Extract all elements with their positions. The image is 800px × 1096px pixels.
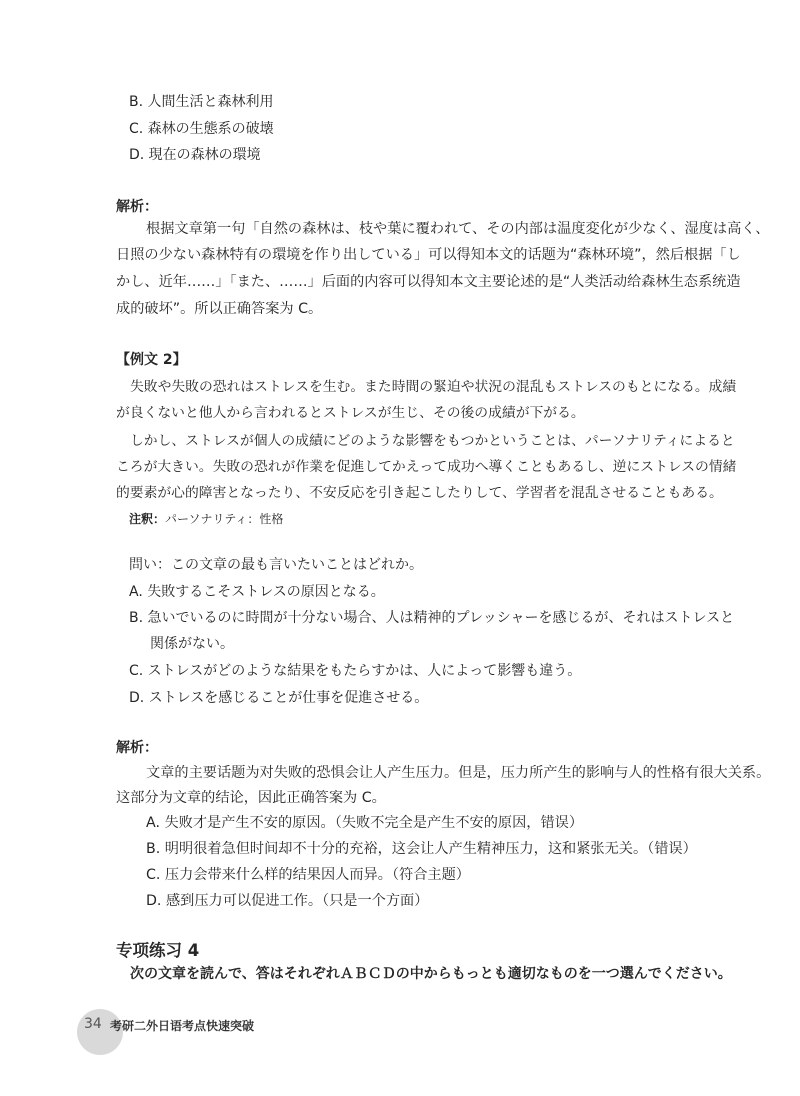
option-d: D. 現在の森林の環境 xyxy=(129,147,261,163)
explanation-c: C. 压力会带来什么样的结果因人而异。（符合主题） xyxy=(146,867,470,883)
analysis-label: 解析： xyxy=(116,199,158,215)
explanation-a: A. 失败才是产生不安的原因。（失败不完全是产生不安的原因，错误） xyxy=(146,815,584,831)
option-a: A. 失敗するこそストレスの原因となる。 xyxy=(129,584,385,600)
passage-line: ころが大きい。失敗の恐れが作業を促進してかえって成功へ導くこともあるし、逆にストレスの情緒 xyxy=(116,459,737,475)
passage-line: が良くないと他人から言われるとストレスが生じ、その後の成績が下がる。 xyxy=(116,405,585,421)
analysis-line: 这部分为文章的结论，因此正确答案为 C。 xyxy=(116,790,386,806)
analysis-line: かし、近年……」「また、……」后面的内容可以得知本文主要论述的是“人类活动给森林生态系统造 xyxy=(116,274,741,290)
practice-title: 专项练习 4 xyxy=(116,941,200,960)
example-title: 【例文 2】 xyxy=(116,352,187,368)
analysis-line: 根据文章第一句「自然の森林は、枝や葉に覆われて、その内部は温度変化が少なく、湿度は高く、 xyxy=(146,221,770,237)
analysis-label: 解析： xyxy=(116,740,158,756)
option-b: B. 急いでいるのに時間が十分ない場合、人は精神的プレッシャーを感じるが、それはストレスと xyxy=(129,610,735,626)
question: 問い：この文章の最も言いたいことはどれか。 xyxy=(129,557,423,573)
page-number: 34 xyxy=(84,1016,102,1032)
passage-line: 的要素が心的障害となったり、不安反応を引き起こしたりして、学習者を混乱させることもある。 xyxy=(116,485,723,501)
practice-instruction: 次の文章を読んで、答はそれぞれＡＢＣＤの中からもっとも適切なものを一つ選んでください。 xyxy=(130,966,732,982)
annotation-label: 注釈： xyxy=(129,512,166,526)
analysis-line: 日照の少ない森林特有の環境を作り出している」可以得知本文的话题为“森林环境”，然后根据「し xyxy=(116,247,741,263)
book-title: 考研二外日语考点快速突破 xyxy=(110,1019,255,1033)
annotation xyxy=(129,509,283,529)
option-c: C. 森林の生態系の破壊 xyxy=(129,121,274,137)
explanation-d: D. 感到压力可以促进工作。（只是一个方面） xyxy=(146,893,429,909)
option-d: D. ストレスを感じることが仕事を促進させる。 xyxy=(129,690,429,706)
explanation-b: B. 明明很着急但时间却不十分的充裕，这会让人产生精神压力，这和紧张无关。（错误） xyxy=(146,841,697,857)
option-c: C. ストレスがどのような結果をもたらすかは、人によって影響も違う。 xyxy=(129,663,582,679)
analysis-line: 成的破坏”。所以正确答案为 C。 xyxy=(116,301,323,317)
annotation-text: パーソナリティ：性格 xyxy=(165,512,284,526)
passage-line: 失敗や失敗の恐れはストレスを生む。また時間の緊迫や状況の混乱もストレスのもとになる。成績 xyxy=(130,379,737,395)
option-b-continued: 関係がない。 xyxy=(150,636,234,652)
analysis-line: 文章的主要话题为对失败的恐惧会让人产生压力。但是，压力所产生的影响与人的性格有很大关系。 xyxy=(146,765,771,781)
option-b: B. 人間生活と森林利用 xyxy=(129,94,274,110)
passage-line: しかし、ストレスが個人の成績にどのような影響をもつかということは、パーソナリティによると xyxy=(130,433,735,449)
